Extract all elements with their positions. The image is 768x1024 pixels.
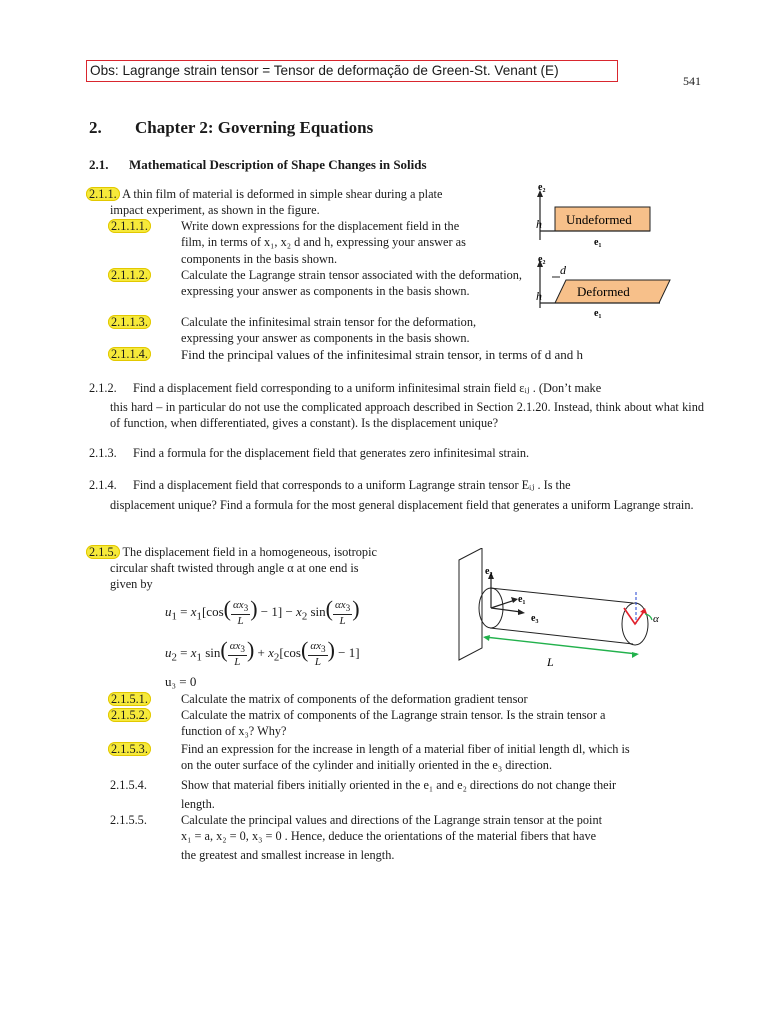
twisted-shaft-figure [455,548,670,676]
fixed-wall [459,548,482,660]
sub-2-1-5-5-line3: the greatest and smallest increase in length. [181,848,395,862]
length-arrow-left [483,635,490,641]
shear-film-figure [530,180,680,320]
alpha-label: α [653,613,659,625]
length-arrow-right [632,652,639,658]
e3-arrowhead [518,609,525,615]
e2-label-bottom: e₂ [538,254,546,265]
equation-u1: $u_1 = x_1[\cos$( $\frac{\alpha x_3}{L}$ ) − $1] - x_2$ sin( $\frac{\alpha x_3}{L}$ ) [165,596,360,627]
sub-2-1-5-3-line2: on the outer surface of the cylinder and initially oriented in the e₃ direction. [181,758,553,772]
e1-label-top: e₁ [594,237,602,248]
problem-2-1-2-num: 2.1.2. [89,381,117,395]
problem-2-1-4-line1: Find a displacement field that corresponds to a uniform Lagrange strain tensor Eᵢⱼ . Is the [133,478,571,492]
section-number: 2.1. [89,157,109,172]
sub-2-1-1-3-line2: expressing your answer as components in the basis shown. [181,331,470,345]
e2-label: e₂ [485,566,493,577]
sub-2-1-1-3-num: 2.1.1.3. [108,315,151,330]
undeformed-label: Undeformed [566,212,632,227]
problem-2-1-5-line1 [86,545,377,560]
obs-note-box: Obs: Lagrange strain tensor = Tensor de deformação de Green-St. Venant (E) [86,60,618,82]
sub-2-1-1-4-text: Find the principal values of the infinitesimal strain tensor, in terms of d and h [181,347,584,362]
sub-2-1-5-4-line1: Show that material fibers initially oriented in the e₁ and e₂ directions do not change their [181,778,617,792]
sub-2-1-5-3-num: 2.1.5.3. [108,742,151,757]
h-label-top: h [536,217,542,231]
e1-label: e₁ [518,594,526,605]
sub-2-1-1-1-line1: Write down expressions for the displacement field in the [181,219,460,233]
sub-2-1-5-4-line2: length. [181,797,215,811]
problem-2-1-1-line2: impact experiment, as shown in the figure. [110,203,320,217]
sub-2-1-1-1-line3: components in the basis shown. [181,252,338,266]
sub-2-1-5-5-line1: Calculate the principal values and directions of the Lagrange strain tensor at the point [181,813,603,827]
sub-2-1-1-3-line1: Calculate the infinitesimal strain tensor for the deformation, [181,315,477,329]
sub-2-1-5-1-text: Calculate the matrix of components of the deformation gradient tensor [181,692,528,706]
problem-number-2-1-5: 2.1.5. [86,545,120,559]
e2-label-top: e₂ [538,182,546,193]
sub-2-1-5-5-line2: x₁ = a, x₂ = 0, x₃ = 0 . Hence, deduce the orientations of the material fibers that have [181,829,597,843]
sub-2-1-5-4-num: 2.1.5.4. [110,778,147,792]
h-label-bottom: h [536,289,542,303]
e3-label: e₃ [531,613,539,624]
sub-2-1-5-3-line1: Find an expression for the increase in length of a material fiber of initial length dl, which is [181,742,630,756]
problem-2-1-5-line3: given by [110,577,153,591]
sub-2-1-5-2-line1: Calculate the matrix of components of the Lagrange strain tensor. Is the strain tensor a [181,708,606,722]
sub-2-1-1-1-line2: film, in terms of x₁, x₂ d and h, expressing your answer as [181,235,466,249]
sub-2-1-5-2-line2: function of x₃? Why? [181,724,287,738]
equation-u3: u₃ = 0 [165,674,197,689]
deformed-label: Deformed [577,284,630,299]
sub-2-1-1-1-num: 2.1.1.1. [108,219,151,234]
sub-2-1-5-1-num: 2.1.5.1. [108,692,151,707]
sub-2-1-1-2-text: Calculate the Lagrange strain tensor associated with the deformation, expressing your answer as components in the basis shown. [181,268,522,298]
sub-2-1-5-2-num: 2.1.5.2. [108,708,151,723]
problem-2-1-1-text: A thin film of material is deformed in simple shear during a plate [122,187,443,201]
sub-2-1-5-5-num: 2.1.5.5. [110,813,147,827]
problem-2-1-3-num: 2.1.3. [89,446,117,460]
d-label: d [560,263,566,277]
problem-2-1-3-text: Find a formula for the displacement field that generates zero infinitesimal strain. [133,446,530,460]
section-title-text: Mathematical Description of Shape Changes in Solids [129,157,427,172]
page-number: 541 [683,74,701,88]
twist-rotation-arrow [624,608,645,624]
problem-2-1-2-rest: this hard – in particular do not use the complicated approach described in Section 2.1.20. Instead, think about what kind of function, when differentiated, gives a constant). Is the displacement unique? [110,400,704,430]
e1-arrowhead [511,597,518,603]
chapter-number: 2. [89,118,102,137]
problem-2-1-5-line2: circular shaft twisted through angle α at one end is [110,561,359,575]
problem-2-1-4-rest: displacement unique? Find a formula for the most general displacement field that generates a uniform Lagrange strain. [110,498,694,512]
problem-2-1-1-line1 [86,187,442,202]
sub-2-1-1-4-num: 2.1.1.4. [108,347,151,362]
problem-2-1-4-num: 2.1.4. [89,478,117,492]
length-dimension [485,637,637,654]
alpha-arc [645,614,652,620]
shaft-bottom-edge [490,628,633,644]
chapter-title [89,118,373,138]
section-title [89,157,427,173]
equation-u2: $u_2 = x_1$ sin( $\frac{\alpha x_3}{L}$ ) + $x_2[\cos$( $\frac{\alpha x_3}{L}$ ) − 1] [165,637,360,668]
sub-2-1-1-2-num: 2.1.1.2. [108,268,151,283]
e1-label-bottom: e₁ [594,308,602,319]
length-label: L [547,655,554,669]
problem-2-1-2-line1: Find a displacement field corresponding to a uniform infinitesimal strain field εᵢⱼ . (Don’t make [133,381,602,395]
problem-2-1-5-text: The displacement field in a homogeneous, isotropic [122,545,377,559]
problem-number-2-1-1: 2.1.1. [86,187,120,201]
chapter-title-text: Chapter 2: Governing Equations [135,118,374,137]
e3-axis [491,608,521,612]
